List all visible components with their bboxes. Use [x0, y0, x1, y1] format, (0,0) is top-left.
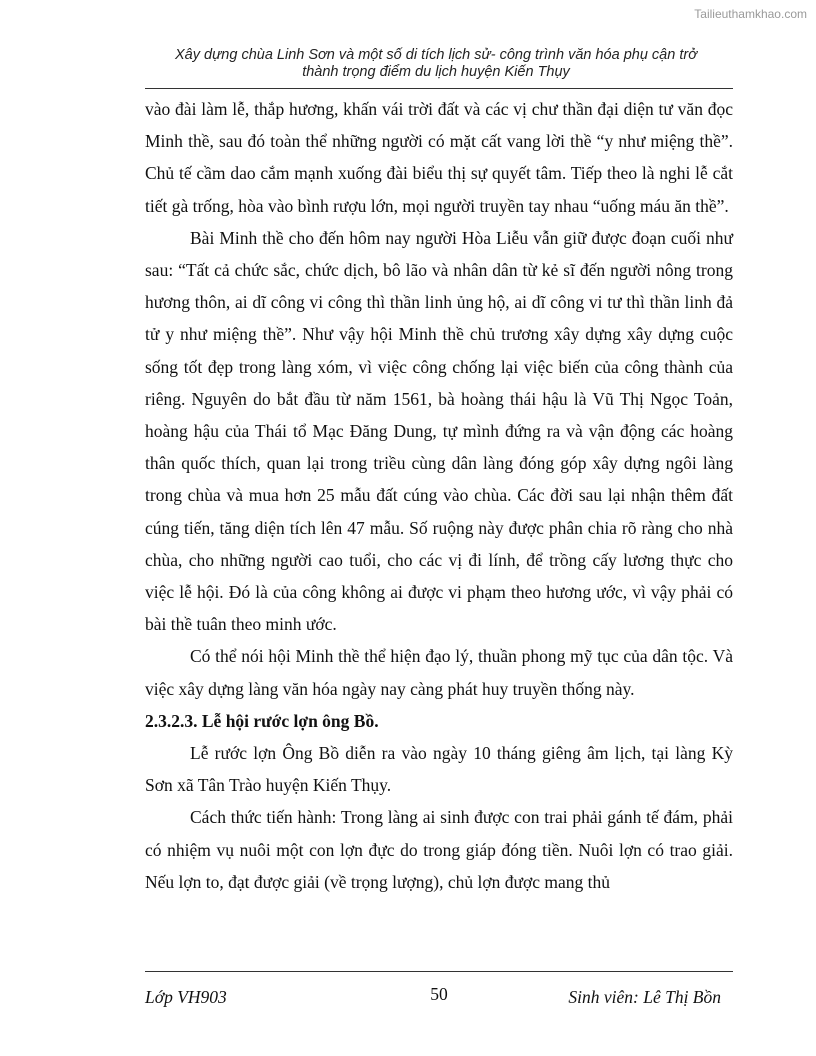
header-line-2: thành trọng điểm du lịch huyện Kiến Thụy [302, 64, 570, 80]
header-divider [145, 88, 733, 89]
page-number: 50 [430, 984, 448, 1004]
header-line-1: Xây dựng chùa Linh Sơn và một số di tích lịch sử- công trình văn hóa phụ cận trở [175, 47, 697, 63]
paragraph-5: Cách thức tiến hành: Trong làng ai sinh được con trai phải gánh tế đám, phải có nhiệm vụ nuôi một con lợn đực do trong giáp đóng tiền. Nuôi lợn có trao giải. Nếu lợn to, đạt được giải (về trọng lượng), chủ lợn được mang thủ [145, 807, 733, 892]
document-body [145, 93, 733, 898]
section-heading: 2.3.2.3. Lễ hội rước lợn ông Bồ. [145, 710, 379, 731]
footer-divider [145, 971, 733, 972]
paragraph-3: Có thể nói hội Minh thề thể hiện đạo lý, thuần phong mỹ tục của dân tộc. Và việc xây dựng làng văn hóa ngày nay càng phát huy truyền thống này. [145, 646, 733, 699]
paragraph-1: vào đài làm lễ, thắp hương, khấn vái trời đất và các vị chư thần đại diện tư văn đọc Minh thề, sau đó toàn thể những người có mặt cất vang lời thề “y như miệng thề”. Chủ tế cầm dao cắm mạnh xuống đài biểu thị sự quyết tâm. Tiếp theo là nghi lễ cắt tiết gà trống, hòa vào bình rượu lớn, mọi người truyền tay nhau “uống máu ăn thề”. [145, 99, 733, 216]
footer-class: Lớp VH903 [145, 987, 227, 1007]
paragraph-2: Bài Minh thề cho đến hôm nay người Hòa Liễu vẫn giữ được đoạn cuối như sau: “Tất cả chức sắc, chức dịch, bô lão và nhân dân từ kẻ sĩ đến người nông trong hương thôn, ai dĩ công vi công thì thần linh ủng hộ, ai dĩ công vi tư thì thần linh đả tử y như miệng thề”. Như vậy hội Minh thề chủ trương xây dựng xây dựng cuộc sống tốt đẹp trong làng xóm, vì việc công chống lại việc biến của công thành của riêng. Nguyên do bắt đầu từ năm 1561, bà hoàng thái hậu là Vũ Thị Ngọc Toản, hoàng hậu của Thái tổ Mạc Đăng Dung, tự mình đứng ra và vận động các hoàng thân quốc thích, quan lại trong triều cùng dân làng đóng góp xây dựng ngôi làng trong chùa và mua hơn 25 mẫu đất cúng vào chùa. Các đời sau lại nhận thêm đất cúng tiến, tăng diện tích lên 47 mẫu. Số ruộng này được phân chia rõ ràng cho nhà chùa, cho những người cao tuổi, cho các vị đi lính, để trồng cấy lương thực cho việc lễ hội. Đó là của công không ai được vi phạm theo hương ước, vì vậy phải có bài thề tuân theo minh ước. [145, 227, 733, 635]
footer-student: Sinh viên: Lê Thị Bồn [568, 987, 721, 1007]
page-footer [145, 984, 733, 1008]
running-header [140, 47, 732, 81]
watermark: Tailieuthamkhao.com [694, 7, 807, 21]
paragraph-4: Lễ rước lợn Ông Bồ diễn ra vào ngày 10 tháng giêng âm lịch, tại làng Kỳ Sơn xã Tân Trào huyện Kiến Thụy. [145, 743, 733, 796]
